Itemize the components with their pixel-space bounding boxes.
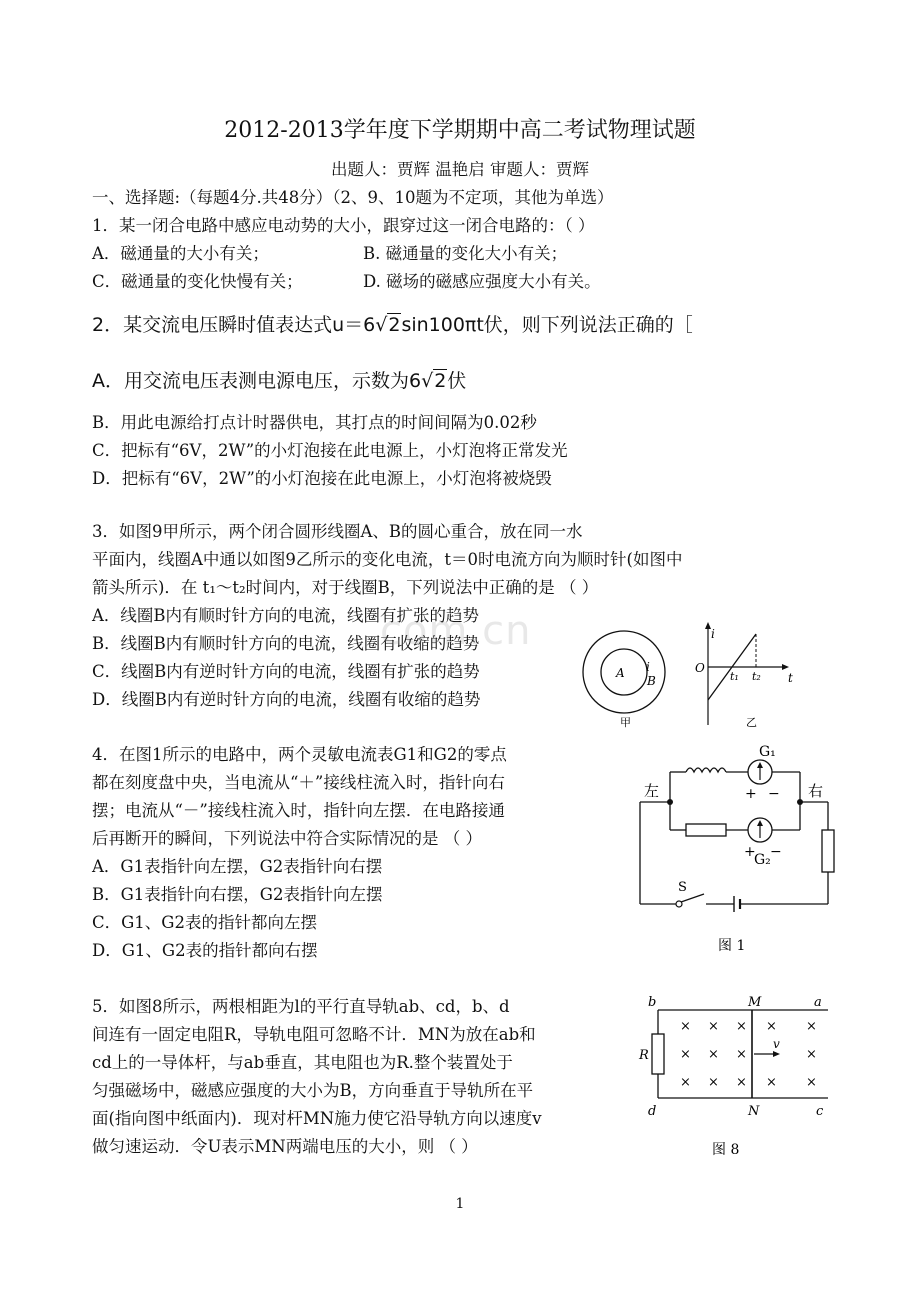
label-d: d	[648, 1104, 657, 1119]
resistor-branch	[686, 824, 726, 836]
watermark: com.cn	[380, 608, 532, 654]
q1-stem: 1．某一闭合电路中感应电动势的大小，跟穿过这一闭合电路的：（ ）	[92, 216, 595, 235]
label-b: b	[648, 995, 657, 1010]
graph-origin-label: O	[695, 661, 705, 675]
q3-option-b: B．线圈B内有顺时针方向的电流，线圈有收缩的趋势	[92, 634, 480, 653]
label-r: R	[639, 1048, 649, 1063]
q3-figure	[580, 620, 810, 730]
q2-option-a-pre: A．用交流电压表测电源电压，示数为6	[92, 370, 422, 392]
svg-text:×: ×	[708, 1019, 719, 1034]
svg-text:×: ×	[766, 1075, 777, 1090]
graph-t-label: t	[788, 671, 793, 685]
circuit-figure-caption: 图 1	[718, 938, 746, 954]
q2-stem	[92, 314, 693, 336]
q4-option-d: D．G1、G2表的指针都向右摆	[92, 941, 318, 960]
q5-line-6: 做匀速运动．令U表示MN两端电压的大小，则 （ ）	[92, 1137, 478, 1156]
q2-option-a	[92, 370, 466, 392]
sqrt-symbol: √2	[375, 314, 401, 336]
rail-figure-caption: 图 8	[712, 1142, 740, 1158]
svg-text:×: ×	[806, 1019, 817, 1034]
g1-minus-terminal: −	[768, 786, 780, 802]
switch-lever	[681, 894, 704, 902]
graph-t2-label: t₂	[752, 670, 761, 683]
q3-line-1: 3．如图9甲所示，两个闭合圆形线圈A、B的圆心重合，放在同一水	[92, 522, 583, 541]
figure-caption-left: 甲	[620, 716, 631, 729]
exam-title: 2012-2013学年度下学期期中高二考试物理试题	[224, 118, 696, 143]
q4-option-a: A．G1表指针向左摆，G2表指针向右摆	[92, 857, 383, 876]
right-label: 右	[808, 782, 824, 800]
q5-rail-figure	[640, 990, 840, 1165]
page-number: 1	[455, 1196, 465, 1212]
q4-line-1: 4．在图1所示的电路中，两个灵敏电流表G1和G2的零点	[92, 745, 507, 764]
magnetic-field-crosses	[680, 1019, 817, 1090]
svg-text:×: ×	[708, 1075, 719, 1090]
graph-t1-label: t₁	[730, 670, 739, 683]
q4-line-3: 摆；电流从“－”接线柱流入时，指针向左摆．在电路接通	[92, 801, 505, 820]
q2-option-d: D．把标有“6V，2W”的小灯泡接在此电源上，小灯泡将被烧毁	[92, 469, 552, 488]
q1-option-a: A．磁通量的大小有关；	[92, 244, 269, 263]
q4-option-b: B．G1表指针向右摆，G2表指针向左摆	[92, 885, 383, 904]
q4-option-c: C．G1、G2表的指针都向左摆	[92, 913, 317, 932]
q1-option-b: B. 磁通量的变化大小有关；	[363, 244, 568, 263]
label-m: M	[748, 995, 762, 1010]
coil-b-label: B	[647, 674, 656, 688]
svg-text:×: ×	[708, 1047, 719, 1062]
q2-stem-pre: 2．某交流电压瞬时值表达式u＝6	[92, 314, 376, 336]
svg-text:×: ×	[736, 1019, 747, 1034]
q2-option-b: B．用此电源给打点计时器供电，其打点的时间间隔为0.02秒	[92, 413, 537, 432]
q3-line-2: 平面内，线圈A中通以如图9乙所示的变化电流，t＝0时电流方向为顺时针(如图中	[92, 550, 683, 569]
svg-text:×: ×	[680, 1047, 691, 1062]
svg-text:×: ×	[736, 1075, 747, 1090]
q2-option-c: C．把标有“6V，2W”的小灯泡接在此电源上，小灯泡将正常发光	[92, 441, 568, 460]
inductor-coil	[686, 768, 726, 772]
left-label: 左	[644, 782, 660, 800]
q1-option-d: D. 磁场的磁感应强度大小有关。	[363, 272, 601, 291]
q4-line-2: 都在刻度盘中央，当电流从“＋”接线柱流入时，指针向右	[92, 773, 505, 792]
q4-circuit-figure	[620, 738, 840, 958]
svg-text:×: ×	[680, 1019, 691, 1034]
section-heading: 一、选择题:（每题4分.共48分）（2、9、10题为不定项，其他为单选）	[92, 188, 614, 207]
q5-line-3: cd上的一导体杆，与ab垂直，其电阻也为R.整个装置处于	[92, 1053, 513, 1072]
g1-plus-terminal: +	[745, 786, 757, 802]
svg-text:×: ×	[806, 1047, 817, 1062]
q5-line-5: 面(指向图中纸面内)．现对杆MN施力使它沿导轨方向以速度v	[92, 1109, 542, 1128]
q5-line-1: 5．如图8所示，两根相距为l的平行直导轨ab、cd，b、d	[92, 997, 510, 1016]
resistor-r	[652, 1034, 664, 1074]
q3-option-d: D．线圈B内有逆时针方向的电流，线圈有收缩的趋势	[92, 690, 481, 709]
g2-plus-terminal: +	[744, 844, 756, 860]
label-v: v	[773, 1037, 780, 1051]
g2-minus-terminal: −	[770, 844, 782, 860]
q5-line-2: 间连有一固定电阻R，导轨电阻可忽略不计．MN为放在ab和	[92, 1025, 536, 1044]
svg-text:×: ×	[680, 1075, 691, 1090]
coil-current-label: i	[646, 660, 650, 674]
q3-option-a: A．线圈B内有顺时针方向的电流，线圈有扩张的趋势	[92, 606, 480, 625]
q3-line-3: 箭头所示)．在 t₁～t₂时间内，对于线圈B，下列说法中正确的是 （ ）	[92, 578, 599, 597]
coil-a-label: A	[616, 666, 625, 680]
q1-option-c: C．磁通量的变化快慢有关；	[92, 272, 303, 291]
switch-label: S	[678, 880, 687, 895]
i-t-graph	[695, 622, 793, 729]
figure-caption-right: 乙	[746, 716, 757, 729]
load-resistor	[822, 830, 834, 872]
label-n: N	[748, 1104, 760, 1119]
q5-line-4: 匀强磁场中，磁感应强度的大小为B，方向垂直于导轨所在平	[92, 1081, 534, 1100]
label-a: a	[814, 995, 822, 1010]
label-c: c	[816, 1104, 824, 1119]
svg-text:×: ×	[766, 1019, 777, 1034]
svg-text:×: ×	[736, 1047, 747, 1062]
t-axis-arrow	[782, 664, 789, 670]
q4-line-4: 后再断开的瞬间，下列说法中符合实际情况的是 （ ）	[92, 829, 482, 848]
svg-text:×: ×	[806, 1075, 817, 1090]
g1-label: G₁	[759, 744, 776, 760]
sqrt-symbol: √2	[421, 370, 447, 392]
q2-stem-post: sin100πt伏，则下列说法正确的［	[401, 314, 693, 336]
exam-authors: 出题人：贾辉 温艳启 审题人：贾辉	[331, 160, 589, 179]
g2-label: G₂	[754, 852, 771, 868]
q3-option-c: C．线圈B内有逆时针方向的电流，线圈有扩张的趋势	[92, 662, 480, 681]
graph-i-label: i	[711, 627, 715, 641]
q2-option-a-post: 伏	[447, 370, 467, 392]
